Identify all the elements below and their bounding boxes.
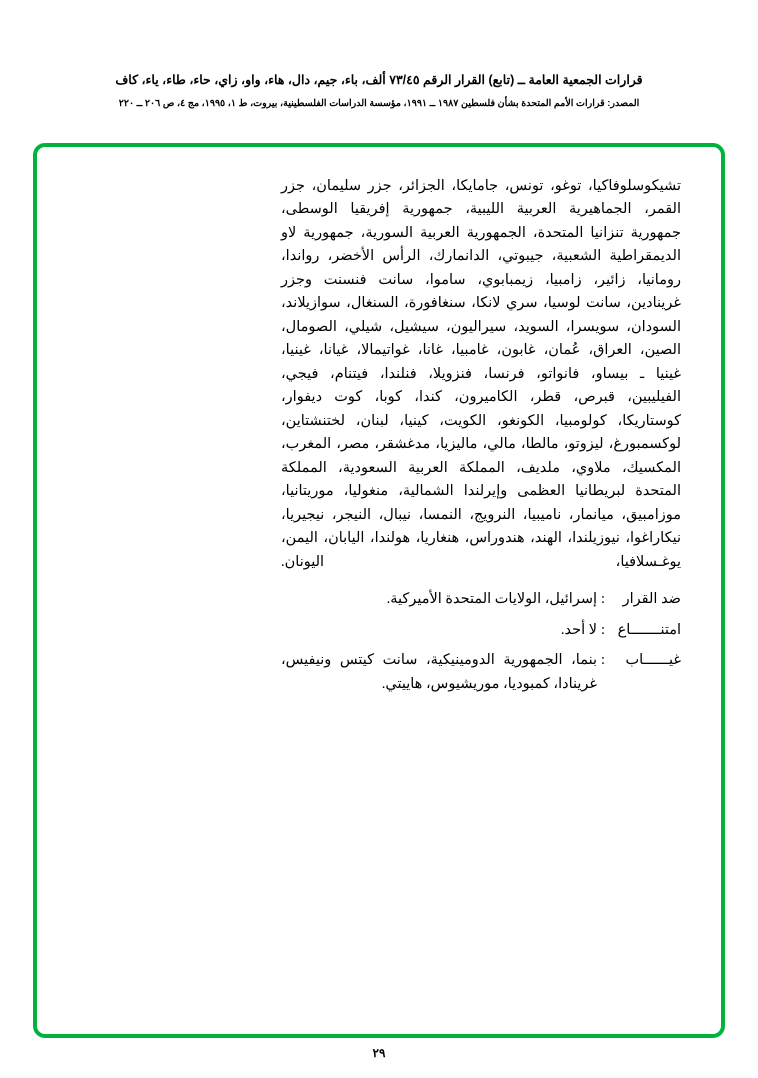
- vote-colon-against: :: [600, 591, 606, 608]
- vote-row-absent: [281, 649, 681, 696]
- vote-label-absent: غيــــــاب: [625, 652, 681, 669]
- vote-label-abstain: امتنـــــــاع: [617, 621, 681, 638]
- vote-results-list: [281, 588, 681, 696]
- vote-value-abstain: لا أحد.: [560, 621, 597, 638]
- document-content: [281, 175, 681, 703]
- vote-value-against: إسرائيل، الولايات المتحدة الأميركية.: [386, 591, 597, 608]
- vote-row-abstain: [281, 619, 681, 642]
- header-title: قرارات الجمعية العامة ــ (تابع) القرار الرقم ٧٣/٤٥ ألف، باء، جيم، دال، هاء، واو، زاي، حاء، طاء، ياء، كاف: [115, 73, 643, 87]
- green-frame-box: [33, 143, 725, 1038]
- country-list-paragraph: تشيكوسلوفاكيا، توغو، تونس، جامايكا، الجزائر، جزر سليمان، جزر القمر، الجماهيرية العربية الليبية، جمهورية إفريقيا الوسطى، جمهورية تنزانيا المتحدة، الجمهورية العربية السورية، جمهورية لاو الديمقراطية الشعبية، جيبوتي، الدانمارك، الرأس الأخضر، رواندا، رومانيا، زائير، زامبيا، زيمبابوي، ساموا، سانت فنسنت وجزر غرينادين، سانت لوسيا، سري لانكا، سنغافورة، السنغال، سوازيلاند، السودان، سويسرا، السويد، سيراليون، سيشيل، شيلي، الصومال، الصين، العراق، عُمان، غابون، غامبيا، غانا، غواتيمالا، غيانا، غينيا، غينيا ـ بيساو، فانواتو، فرنسا، فنزويلا، فنلندا، فيتنام، فيجي، الفيليبين، قبرص، قطر، الكاميرون، كندا، كوبا، كوت ديفوار، كوستاريكا، كولومبيا، الكونغو، الكويت، كينيا، لبنان، لختنشتاين، لوكسمبورغ، ليزوتو، مالطا، مالي، ماليزيا، مدغشقر، مصر، المغرب، المكسيك، ملاوي، ملديف، المملكة العربية السعودية، المملكة المتحدة لبريطانيا العظمى وإيرلندا الشمالية، منغوليا، موريتانيا، موزامبيق، ميانمار، ناميبيا، النرويج، النمسا، نيبال، النيجر، نيجيريا، نيكاراغوا، نيوزيلندا، الهند، هندوراس، هنغاريا، هولندا، اليابان، اليمن، يوغـسلافيا، اليونان.: [281, 178, 681, 570]
- vote-row-against: [281, 588, 681, 611]
- vote-value-absent: بنما، الجمهورية الدومينيكية، سانت كيتس ونيفيس، غرينادا، كمبوديا، موريشيوس، هاييتي.: [281, 652, 597, 692]
- vote-colon-abstain: :: [600, 621, 606, 638]
- vote-colon-absent: :: [600, 652, 606, 669]
- page-header: [0, 72, 758, 110]
- vote-label-against: ضد القرار: [622, 591, 681, 608]
- page-number: ٢٩: [372, 1046, 386, 1060]
- header-source: المصدر: قرارات الأمم المتحدة بشأن فلسطين ١٩٨٧ ــ ١٩٩١، مؤسسة الدراسات الفلسطينية، بيروت، ط ١، ١٩٩٥، مج ٤، ص ٢٠٦ ــ ٢٢٠: [118, 97, 640, 109]
